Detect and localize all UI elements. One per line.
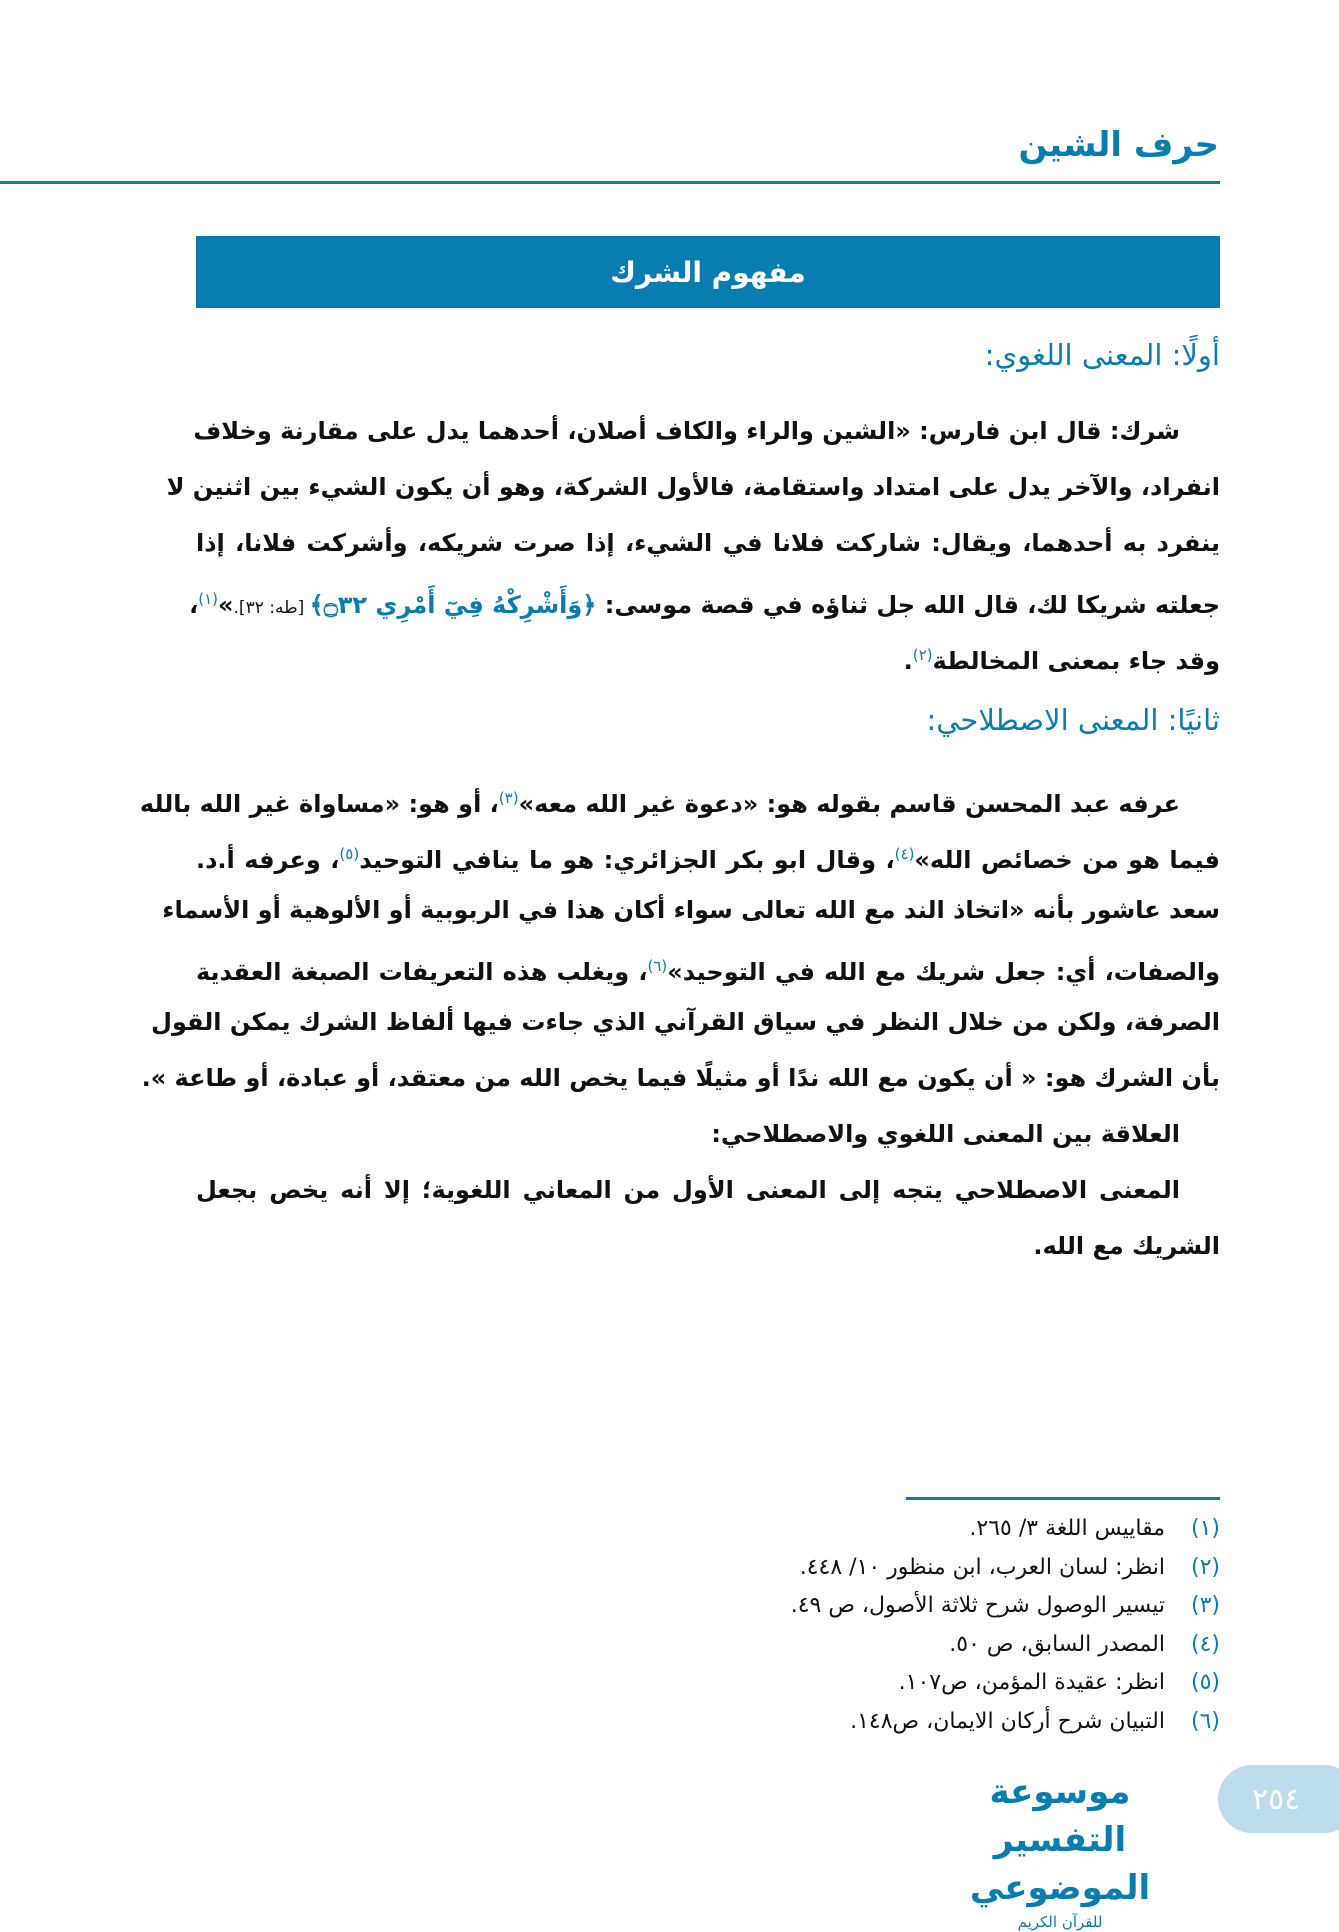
footnote-item — [791, 1664, 1220, 1703]
text-segment: ، — [189, 591, 199, 619]
subheading-relation: العلاقة بين المعنى اللغوي والاصطلاحي: — [711, 1120, 1180, 1148]
text-segment: » — [218, 591, 234, 619]
text-segment: ، ويغلب هذه التعريفات الصبغة العقدية — [196, 958, 648, 986]
text-segment: سعد عاشور بأنه «اتخاذ الند مع الله تعالى سواء أكان هذا في الربوبية أو الألوهية أو الأسماء — [162, 896, 1220, 924]
subheading-relation-wrap — [196, 1106, 1220, 1162]
logo-subtitle: للقرآن الكريم — [1017, 1913, 1103, 1931]
text-segment: ينفرد به أحدهما، ويقال: شاركت فلانا في الشيء، إذا صرت شريكه، وأشركت فلانا، إذا — [196, 529, 1220, 557]
page-number-text: ٢٥٤ — [1252, 1781, 1301, 1817]
banner-title: مفهوم الشرك — [610, 255, 806, 289]
paragraph-linguistic — [166, 403, 1220, 683]
text-segment: ، وقال ابو بكر الجزائري: هو ما ينافي التوحيد — [359, 846, 895, 874]
footnote-text: المصدر السابق، ص ٥٠. — [949, 1631, 1165, 1657]
text-segment: فيما هو من خصائص الله» — [914, 846, 1220, 874]
footnote-text: التبيان شرح أركان الايمان، ص١٤٨. — [850, 1708, 1165, 1734]
text-line — [196, 627, 1220, 683]
text-segment: والصفات، أي: جعل شريك مع الله في التوحيد» — [667, 958, 1221, 986]
footnote-number: (٥) — [1190, 1670, 1220, 1696]
text-line — [151, 994, 1220, 1050]
footnote-divider — [906, 1497, 1220, 1500]
footnote-marker[interactable]: (١) — [198, 590, 218, 608]
text-segment: الشريك مع الله. — [1033, 1232, 1220, 1260]
text-segment: . — [903, 647, 913, 675]
footnote-item — [791, 1510, 1220, 1549]
footnote-number: (٣) — [1190, 1593, 1220, 1619]
text-segment: المعنى الاصطلاحي يتجه إلى المعنى الأول من المعاني اللغوية؛ إلا أنه يخص بجعل — [196, 1176, 1180, 1204]
text-line — [139, 770, 1220, 826]
footnote-number: (٢) — [1190, 1554, 1220, 1580]
footnote-item — [791, 1703, 1220, 1742]
footnote-marker[interactable]: (٣) — [498, 789, 519, 807]
footnote-text: انظر: لسان العرب، ابن منظور ١٠/ ٤٤٨. — [799, 1554, 1165, 1580]
text-line — [196, 938, 1220, 994]
footnote-number: (٦) — [1190, 1708, 1220, 1734]
footnote-number: (٤) — [1190, 1631, 1220, 1657]
text-line — [196, 826, 1220, 882]
footnote-marker[interactable]: (٢) — [912, 646, 933, 664]
quran-verse: ﴿وَأَشْرِكْهُ فِيٓ أَمْرِي ۝٣٢﴾ — [309, 591, 597, 619]
footnote-marker[interactable]: (٦) — [647, 957, 668, 975]
footnote-item — [791, 1626, 1220, 1665]
text-line — [189, 571, 1220, 627]
footnote-item — [791, 1549, 1220, 1588]
text-line — [196, 1218, 1220, 1274]
footnote-marker[interactable]: (٥) — [339, 845, 360, 863]
footnote-text: مقاييس اللغة ٣/ ٢٦٥. — [969, 1516, 1165, 1541]
verse-reference: [طه: ٣٢]. — [233, 598, 310, 618]
page-number — [1218, 1765, 1339, 1833]
text-segment: ، وعرفه أ.د. — [196, 846, 340, 874]
heading-linguistic: أولًا: المعنى اللغوي: — [984, 338, 1220, 372]
text-segment: الصرفة، ولكن من خلال النظر في سياق القرآني الذي جاءت فيها ألفاظ الشرك يمكن القول — [151, 1008, 1220, 1036]
text-segment: وقد جاء بمعنى المخالطة — [932, 647, 1220, 675]
paragraph-relation — [196, 1162, 1220, 1274]
text-line — [162, 882, 1220, 938]
text-segment: عرفه عبد المحسن قاسم بقوله هو: «دعوة غير الله معه» — [518, 790, 1180, 818]
text-line — [196, 1162, 1220, 1218]
encyclopedia-logo — [935, 1768, 1185, 1931]
footnote-text: تيسير الوصول شرح ثلاثة الأصول، ص ٤٩. — [790, 1593, 1165, 1619]
text-segment: انفراد، والآخر يدل على امتداد واستقامة، فالأول الشركة، وهو أن يكون الشيء بين اثنين لا — [166, 473, 1220, 501]
text-line — [193, 403, 1220, 459]
footnote-item — [791, 1587, 1220, 1626]
text-line — [196, 515, 1220, 571]
footnote-text: انظر: عقيدة المؤمن، ص١٠٧. — [898, 1670, 1165, 1696]
text-segment: بأن الشرك هو: « أن يكون مع الله ندًا أو مثيلًا فيما يخص الله من معتقد، أو عبادة، أو طاعة ». — [141, 1064, 1220, 1092]
text-segment: جعلته شريكا لك، قال الله جل ثناؤه في قصة موسى: — [596, 591, 1220, 619]
text-line — [166, 459, 1220, 515]
text-segment: ، أو هو: «مساواة غير الله بالله — [139, 790, 499, 818]
text-line — [141, 1050, 1220, 1106]
heading-terminological: ثانيًا: المعنى الاصطلاحي: — [926, 703, 1220, 737]
paragraph-terminological — [139, 770, 1221, 1106]
header-divider — [0, 181, 1220, 184]
chapter-title: حرف الشين — [1018, 125, 1219, 165]
footnote-marker[interactable]: (٤) — [894, 845, 915, 863]
text-segment: شرك: قال ابن فارس: «الشين والراء والكاف أصلان، أحدهما يدل على مقارنة وخلاف — [193, 417, 1180, 445]
footnotes-list — [791, 1510, 1220, 1742]
section-banner — [196, 236, 1220, 308]
logo-title: موسوعة التفسير الموضوعي — [969, 1772, 1151, 1908]
footnote-number: (١) — [1190, 1516, 1220, 1541]
